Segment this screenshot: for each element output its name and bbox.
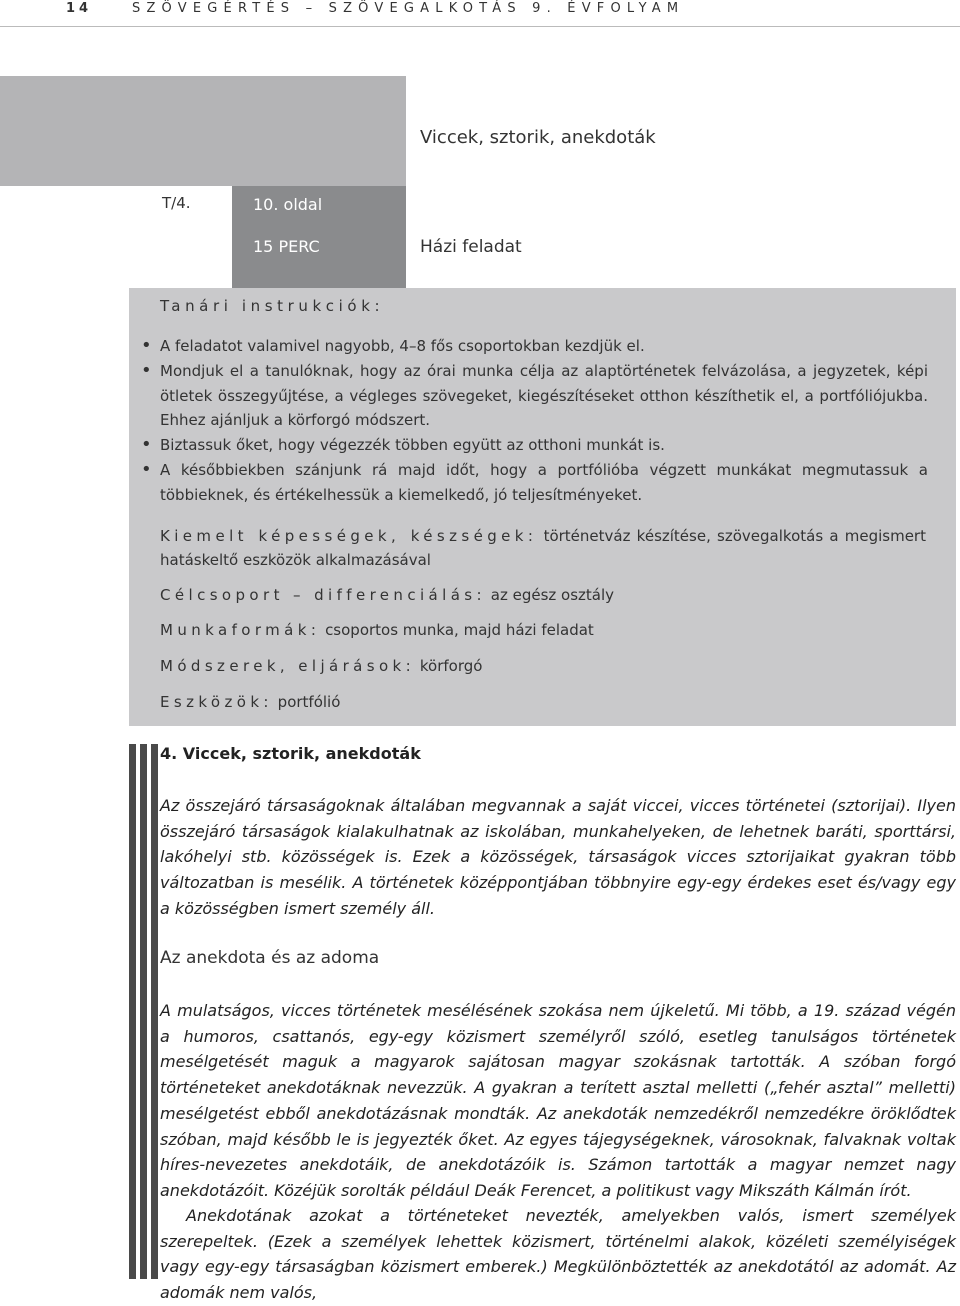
key-skills-value: történetváz készítése, szövegalkotás a megismert hatáskeltő eszközök alkalmazásával (160, 527, 926, 569)
instruction-item: • A feladatot valamivel nagyobb, 4–8 fős csoportokban kezdjük el. (138, 334, 928, 359)
instructions-label: Tanári instrukciók: (160, 297, 385, 315)
instruction-item: • Biztassuk őket, hogy végezzék többen együtt az otthoni munkát is. (138, 433, 928, 458)
tools (160, 693, 340, 711)
duration: 15 PERC (253, 237, 320, 256)
margin-bar (151, 744, 158, 1279)
methods-value: körforgó (419, 657, 483, 675)
running-title: SZÖVEGÉRTÉS – SZÖVEGALKOTÁS 9. ÉVFOLYAM (132, 1, 685, 16)
lesson-title: Viccek, sztorik, anekdoták (420, 127, 656, 148)
key-skills-label: Kiemelt képességek, készségek: (160, 527, 538, 545)
section-heading: 4. Viccek, sztorik, anekdoták (160, 744, 421, 763)
homework-label: Házi feladat (420, 237, 522, 257)
body-paragraph: Anekdotának azokat a történeteket nevezték, amelyekben valós, ismert személyek szerepeltek. (Ezek a személyek lehettek közismert, történelmi alakok, közéleti személyiségek vagy egy-egy társaságban közismert emberek.) Megkülönböztették az anekdotától az adomát. Az adomák nem valós, (160, 1206, 956, 1303)
header-divider (0, 26, 960, 27)
intro-paragraph: Az összejáró társaságoknak általában megvannak a saját viccei, vicces történetei (sztorijai). Ilyen összejáró társaságok kialakulhatnak az iskolában, munkahelyeken, de lehetnek baráti, sporttársi, lakóhelyi stb. közösségek is. Ezek a közösségek, társaságok vicces sztorijaikat gyakran több változatban is mesélik. A történetek középpontjában többnyire egy-egy érdekes eset és/vagy egy a közösségben ismert személy áll. (160, 796, 956, 918)
instruction-item: • Mondjuk el a tanulóknak, hogy az órai munka célja az alaptörténetek felvázolása, a jegyzetek, képi ötletek összegyűjtése, a végleges szövegeket, kiegészítéseket otthon készíthetik el, a portfóliójukba. Ehhez ajánljuk a körforgó módszert. (138, 359, 928, 433)
margin-bar (129, 744, 136, 1279)
tools-label: Eszközök: (160, 693, 273, 711)
tools-value: portfólió (277, 693, 341, 711)
key-skills (160, 524, 926, 572)
running-header (0, 0, 960, 22)
page-reference: 10. oldal (253, 195, 323, 214)
work-forms-value: csoportos munka, majd házi feladat (325, 621, 594, 639)
margin-bar (140, 744, 147, 1279)
task-code: T/4. (162, 194, 191, 212)
methods (160, 657, 482, 675)
methods-label: Módszerek, eljárások: (160, 657, 416, 675)
target-group-value: az egész osztály (490, 586, 615, 604)
body-paragraph: A mulatságos, vicces történetek mesélésének szokása nem újkeletű. Mi több, a 19. század végén a humoros, csattanós, egy-egy közismert személyről szóló, esetleg tanulságos történetek mesélgetését maguk a magyarok sajátosan magyar szokásnak tartották. A szóban forgó történeteket anekdotáknak nevezzük. A gyakran a terített asztal melletti („fehér asztal” melletti) mesélgetést ebből anekdotázásnak mondták. Az anekdoták nemzedékről nemzedékre öröklődtek szóban, majd később le is jegyezték őket. Az egyes tájegységeknek, városoknak, falvaknak voltak híres-nevezetes anekdotáik, de anekdotázóik is. Számon tartották a magyar nemzet nagy anekdotázóit. Közéjük sorolták például Deák Ferencet, a politikust vagy Mikszáth Kálmán írót. (160, 1001, 956, 1200)
subsection-heading: Az anekdota és az adoma (160, 948, 380, 968)
target-group (160, 586, 614, 604)
work-forms-label: Munkaformák: (160, 621, 321, 639)
target-group-label: Célcsoport – differenciálás: (160, 586, 486, 604)
lesson-banner (0, 76, 406, 186)
instruction-list (138, 334, 928, 508)
page-number: 14 (66, 1, 93, 16)
instruction-item: • A későbbiekben szánjunk rá majd időt, hogy a portfólióba végzett munkákat megmutassuk a többieknek, és értékelhessük a kiemelkedő, jó teljesítményeket. (138, 458, 928, 508)
work-forms (160, 621, 594, 639)
